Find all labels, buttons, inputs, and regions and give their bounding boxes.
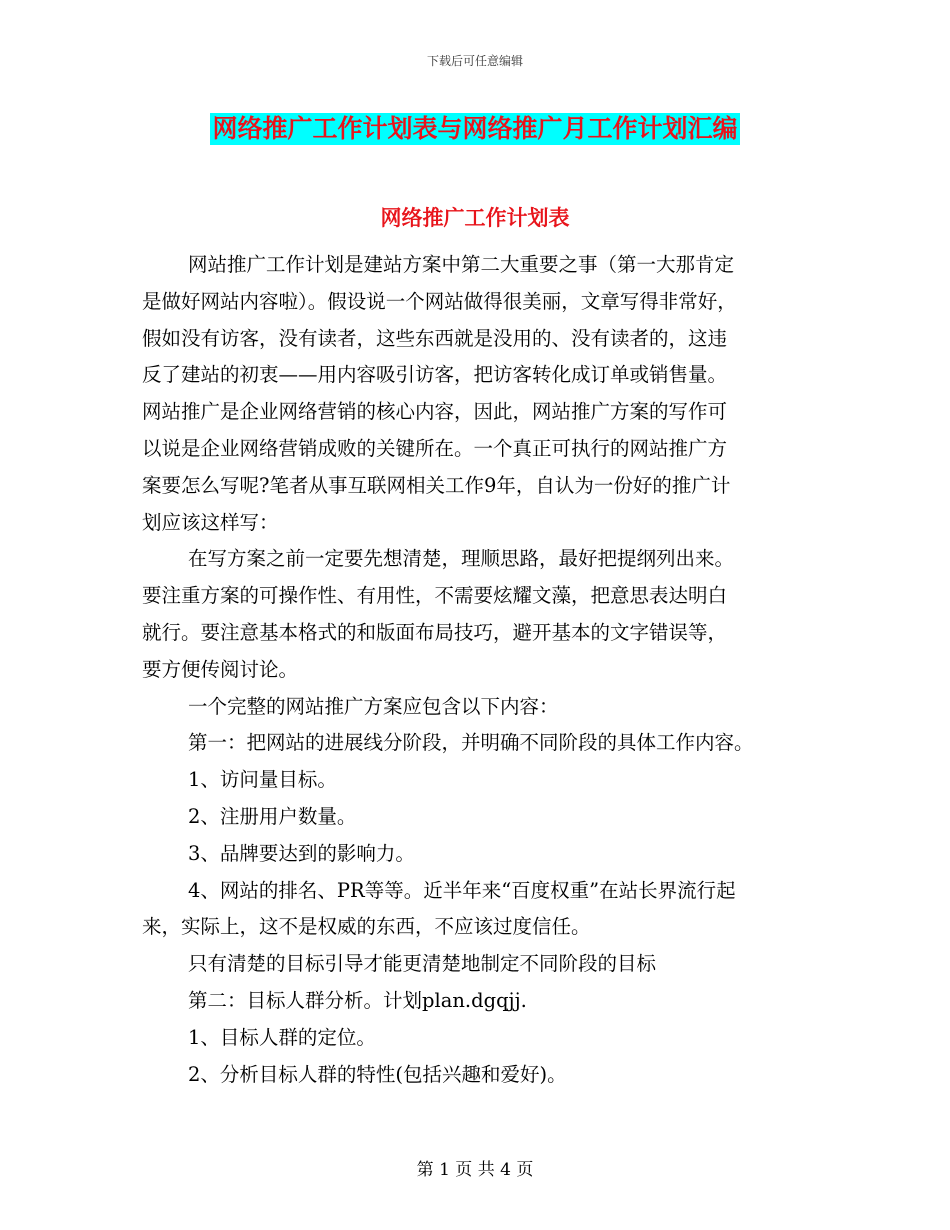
paragraph-line: 来，实际上，这不是权威的东西，不应该过度信任。 <box>142 915 591 939</box>
paragraph-line: 案要怎么写呢?笔者从事互联网相关工作9年，自认为一份好的推广计 <box>142 473 731 497</box>
list-item: 1、访问量目标。 <box>188 768 337 792</box>
paragraph-line: 第二：目标人群分析。计划plan.dgqjj. <box>188 988 527 1012</box>
paragraph-line: 反了建站的初衷——用内容吸引访客，把访客转化成订单或销售量。 <box>142 363 728 387</box>
list-item: 3、品牌要达到的影响力。 <box>188 841 415 865</box>
paragraph-line: 一个完整的网站推广方案应包含以下内容： <box>188 694 559 718</box>
document-body <box>142 247 818 1093</box>
list-item: 2、注册用户数量。 <box>188 804 357 828</box>
paragraph-line: 网站推广是企业网络营销的核心内容，因此，网站推广方案的写作可 <box>142 400 728 424</box>
paragraph-line: 是做好网站内容啦）。假设说一个网站做得很美丽，文章写得非常好， <box>142 289 737 313</box>
paragraph-line: 假如没有访客，没有读者，这些东西就是没用的、没有读者的，这违 <box>142 326 728 350</box>
paragraph-line: 在写方案之前一定要先想清楚，理顺思路，最好把提纲列出来。 <box>188 547 735 571</box>
paragraph-line: 划应该这样写： <box>142 510 279 534</box>
section-title: 网络推广工作计划表 <box>380 206 570 230</box>
paragraph-line: 网站推广工作计划是建站方案中第二大重要之事（第一大那肯定 <box>188 253 735 276</box>
page-header-note: 下载后可任意编辑 <box>426 54 523 68</box>
paragraph-line: 以说是企业网络营销成败的关键所在。一个真正可执行的网站推广方 <box>142 436 728 460</box>
main-title-wrap <box>0 113 950 145</box>
page-number-footer: 第 1 页 共 4 页 <box>416 1160 534 1180</box>
document-main-title: 网络推广工作计划表与网络推广月工作计划汇编 <box>212 114 738 143</box>
paragraph-line: 第一：把网站的进展线分阶段，并明确不同阶段的具体工作内容。 <box>188 731 754 755</box>
list-item: 1、目标人群的定位。 <box>188 1025 376 1049</box>
paragraph-line: 要方便传阅讨论。 <box>142 657 299 681</box>
list-item: 4、网站的排名、PR等等。近半年来“百度权重”在站长界流行起 <box>188 878 736 902</box>
paragraph-line: 要注重方案的可操作性、有用性，不需要炫耀文藻，把意思表达明白 <box>142 584 728 608</box>
paragraph-line: 就行。要注意基本格式的和版面布局技巧，避开基本的文字错误等， <box>142 620 728 644</box>
list-item: 2、分析目标人群的特性(包括兴趣和爱好)。 <box>188 1062 567 1086</box>
paragraph-line: 只有清楚的目标引导才能更清楚地制定不同阶段的目标 <box>188 952 657 976</box>
